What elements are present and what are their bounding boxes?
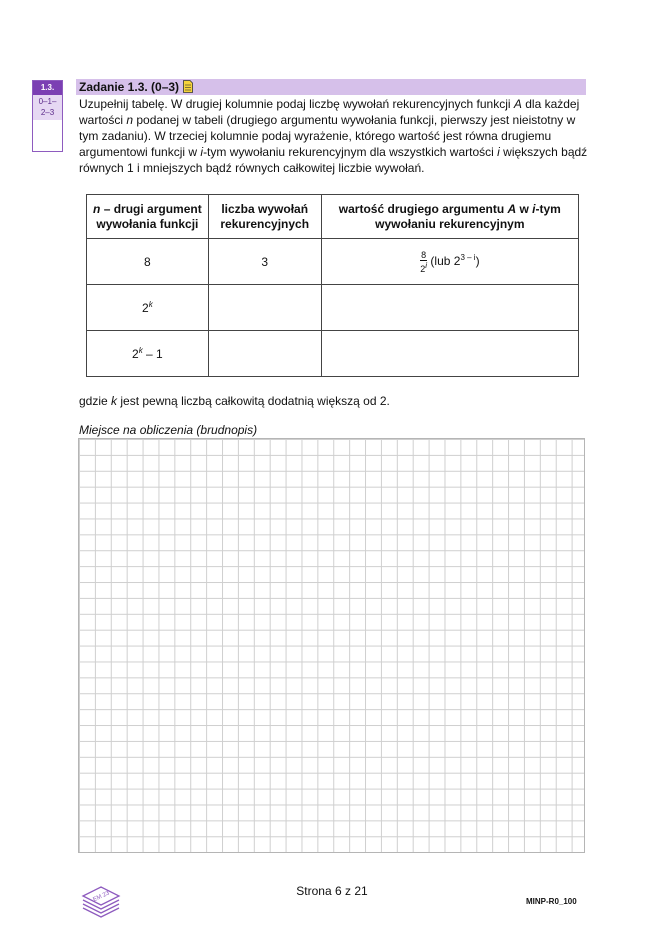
header-count: liczba wywołań rekurencyjnych [208, 195, 321, 239]
score-box [32, 80, 63, 152]
table-row [87, 239, 579, 285]
task-number: 1.3. [33, 81, 62, 95]
cell-n: 2$^k$ – 1 [87, 331, 209, 377]
cell-n: 2$^k$ [87, 285, 209, 331]
page-number: Strona 6 z 21 [296, 884, 368, 898]
score-field [33, 120, 62, 151]
fraction: $\frac{8}{2^i}$ [420, 249, 427, 274]
document-icon [183, 80, 193, 93]
svg-text:EM 23: EM 23 [92, 890, 111, 904]
points-line-2: 2–3 [40, 108, 55, 117]
header-n: n – drugi argument wywołania funkcji [87, 195, 209, 239]
table-header-row [87, 195, 579, 239]
cell-value-input[interactable] [321, 285, 578, 331]
header-value: wartość drugiego argumentu A w i-tym wywołaniu rekurencyjnym [321, 195, 578, 239]
points-scale [33, 95, 62, 120]
task-title: Zadanie 1.3. (0–3) [79, 80, 180, 94]
cell-n: 8 [87, 239, 209, 285]
draft-grid[interactable] [78, 438, 585, 853]
table-row [87, 331, 579, 377]
cell-count-input[interactable] [208, 285, 321, 331]
answer-table [86, 194, 579, 377]
cell-count-input[interactable] [208, 331, 321, 377]
task-instructions: Uzupełnij tabelę. W drugiej kolumnie podaj liczbę wywołań rekurencyjnych funkcji A dla każdej wartości n podanej w tabeli (drugiego argumentu wywołania funkcji, pierwszy jest nieistotny w tym zadaniu). W trzeciej kolumnie podaj wyrażenie, którego wartość jest równa drugiemu argumentowi funkcji w i-tym wywołaniu rekurencyjnym dla wszystkich wartości i większych bądź równych 1 i mniejszych bądź równych całkowitej liczbie wywołań. [79, 97, 588, 175]
points-line-1: 0–1– [38, 97, 57, 106]
cell-count: 3 [208, 239, 321, 285]
draft-label: Miejsce na obliczenia (brudnopis) [79, 423, 258, 437]
cell-value-input[interactable] [321, 331, 578, 377]
table-note: gdzie k jest pewną liczbą całkowitą dodatnią większą od 2. [79, 394, 390, 408]
table-row [87, 285, 579, 331]
exam-code: MINP-R0_100 [526, 897, 577, 906]
cell-value: $\frac{8}{2^i}$ (lub 2$^{3 - i}$) [321, 239, 578, 285]
